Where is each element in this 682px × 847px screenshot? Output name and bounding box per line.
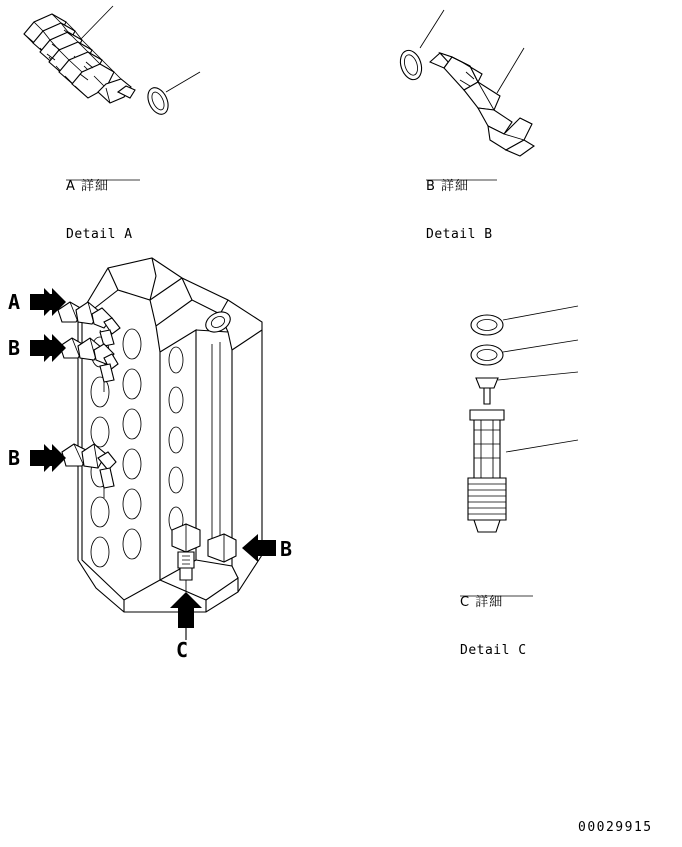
callout-c-bottom: C [176, 638, 189, 662]
arrow-b-left-lower [30, 444, 66, 472]
detail-b-valve-drawing [397, 10, 534, 156]
detail-b-caption-en: Detail B [426, 227, 493, 243]
detail-c-caption [460, 562, 527, 692]
callout-b-left-2: B [8, 446, 21, 470]
arrow-b-left-upper [30, 334, 66, 362]
callout-b-left-1: B [8, 336, 21, 360]
detail-b-caption [426, 146, 493, 276]
callout-b-right: B [280, 537, 293, 561]
detail-a-valve-drawing [24, 6, 200, 117]
detail-c-caption-jp: C 詳細 [460, 594, 504, 610]
detail-c-caption-en: Detail C [460, 643, 527, 659]
part-number: 00029915 [578, 820, 653, 835]
detail-c-parts-drawing [468, 306, 578, 532]
main-valve-assembly [58, 258, 262, 612]
detail-a-caption-en: Detail A [66, 227, 133, 243]
detail-b-caption-jp: B 詳細 [426, 178, 470, 194]
callout-a-left: A [8, 290, 21, 314]
detail-a-caption-jp: A 詳細 [66, 178, 110, 194]
detail-a-caption [66, 146, 133, 276]
